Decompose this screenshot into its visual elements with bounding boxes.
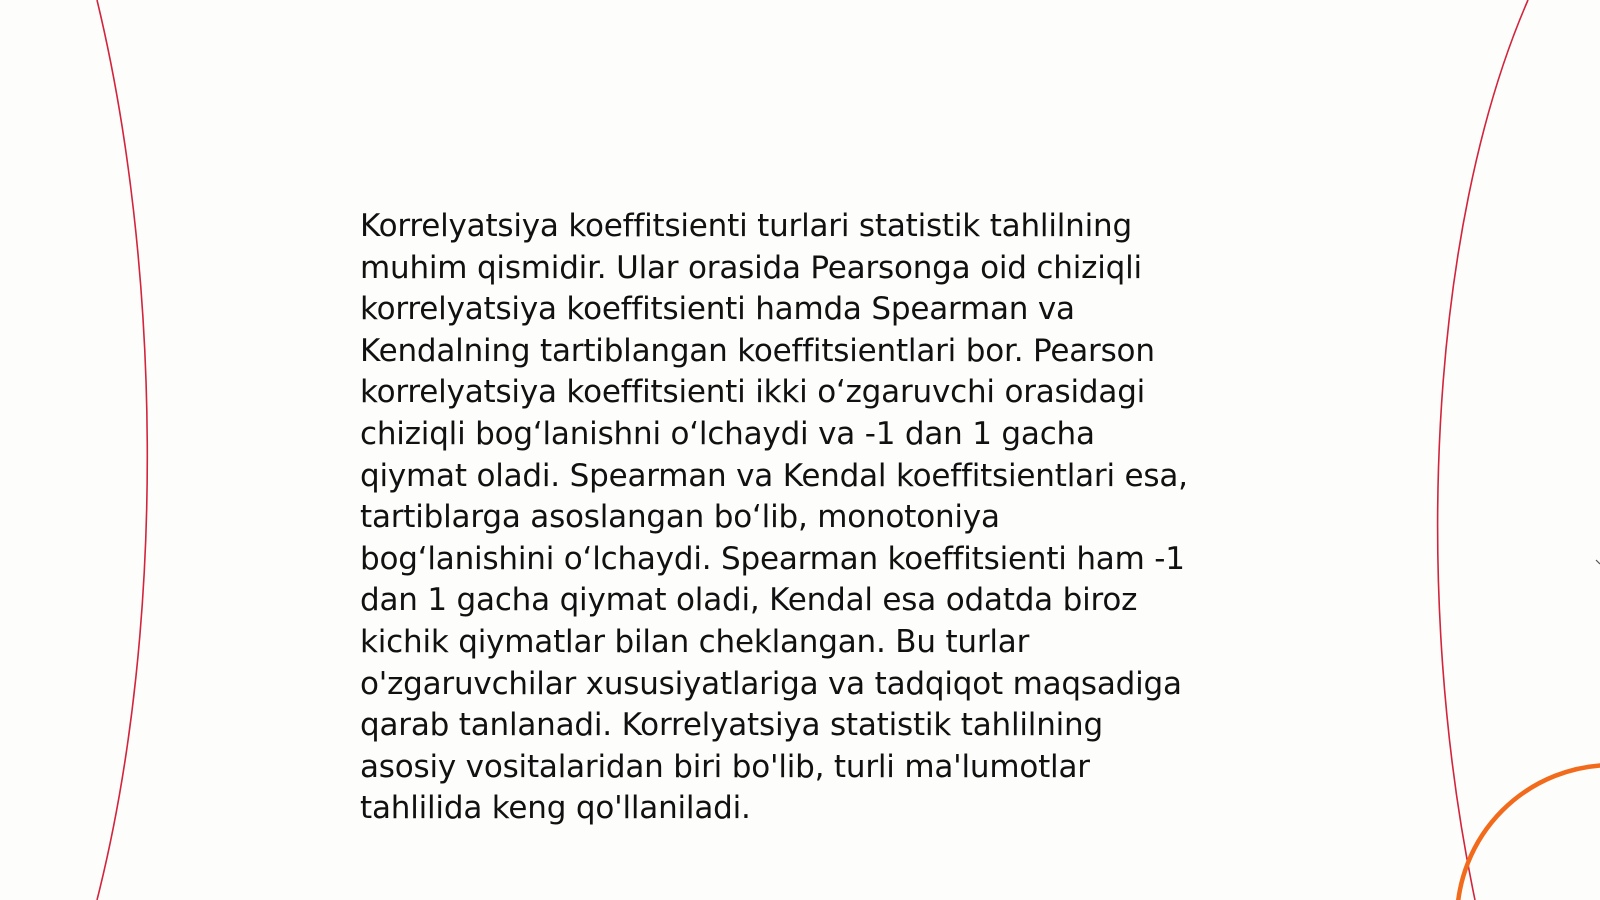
paragraph-line: kichik qiymatlar bilan cheklangan. Bu turlar [360, 623, 1030, 660]
paragraph-line: chiziqli bog‘lanishni o‘lchaydi va -1 dan 1 gacha [360, 415, 1095, 452]
paragraph-line: qiymat oladi. Spearman va Kendal koeffitsientlari esa, [360, 457, 1188, 494]
body-paragraph [360, 206, 1240, 830]
paragraph-line: asosiy vositalaridan biri bo'lib, turli ma'lumotlar [360, 748, 1090, 785]
paragraph-line: korrelyatsiya koeffitsienti hamda Spearman va [360, 291, 1075, 328]
right-edge-mark [1596, 560, 1600, 564]
right-decorative-arc [1438, 0, 1528, 900]
paragraph-line: bog‘lanishini o‘lchaydi. Spearman koeffitsienti ham -1 [360, 540, 1185, 577]
paragraph-line: tahlilida keng qo'llaniladi. [360, 790, 751, 827]
paragraph-line: dan 1 gacha qiymat oladi, Kendal esa odatda biroz [360, 582, 1138, 619]
paragraph-line: korrelyatsiya koeffitsienti ikki o‘zgaruvchi orasidagi [360, 374, 1146, 411]
orange-decorative-circle [1457, 765, 1600, 900]
paragraph-line: muhim qismidir. Ular orasida Pearsonga oid chiziqli [360, 249, 1142, 286]
paragraph-line: Korrelyatsiya koeffitsienti turlari statistik tahlilning [360, 208, 1132, 244]
left-decorative-arc [97, 0, 147, 900]
paragraph-line: qarab tanlanadi. Korrelyatsiya statistik tahlilning [360, 707, 1103, 744]
paragraph-line: tartiblarga asoslangan bo‘lib, monotoniya [360, 499, 1000, 536]
paragraph-line: Kendalning tartiblangan koeffitsientlari bor. Pearson [360, 332, 1155, 369]
paragraph-line: o'zgaruvchilar xususiyatlariga va tadqiqot maqsadiga [360, 665, 1182, 702]
